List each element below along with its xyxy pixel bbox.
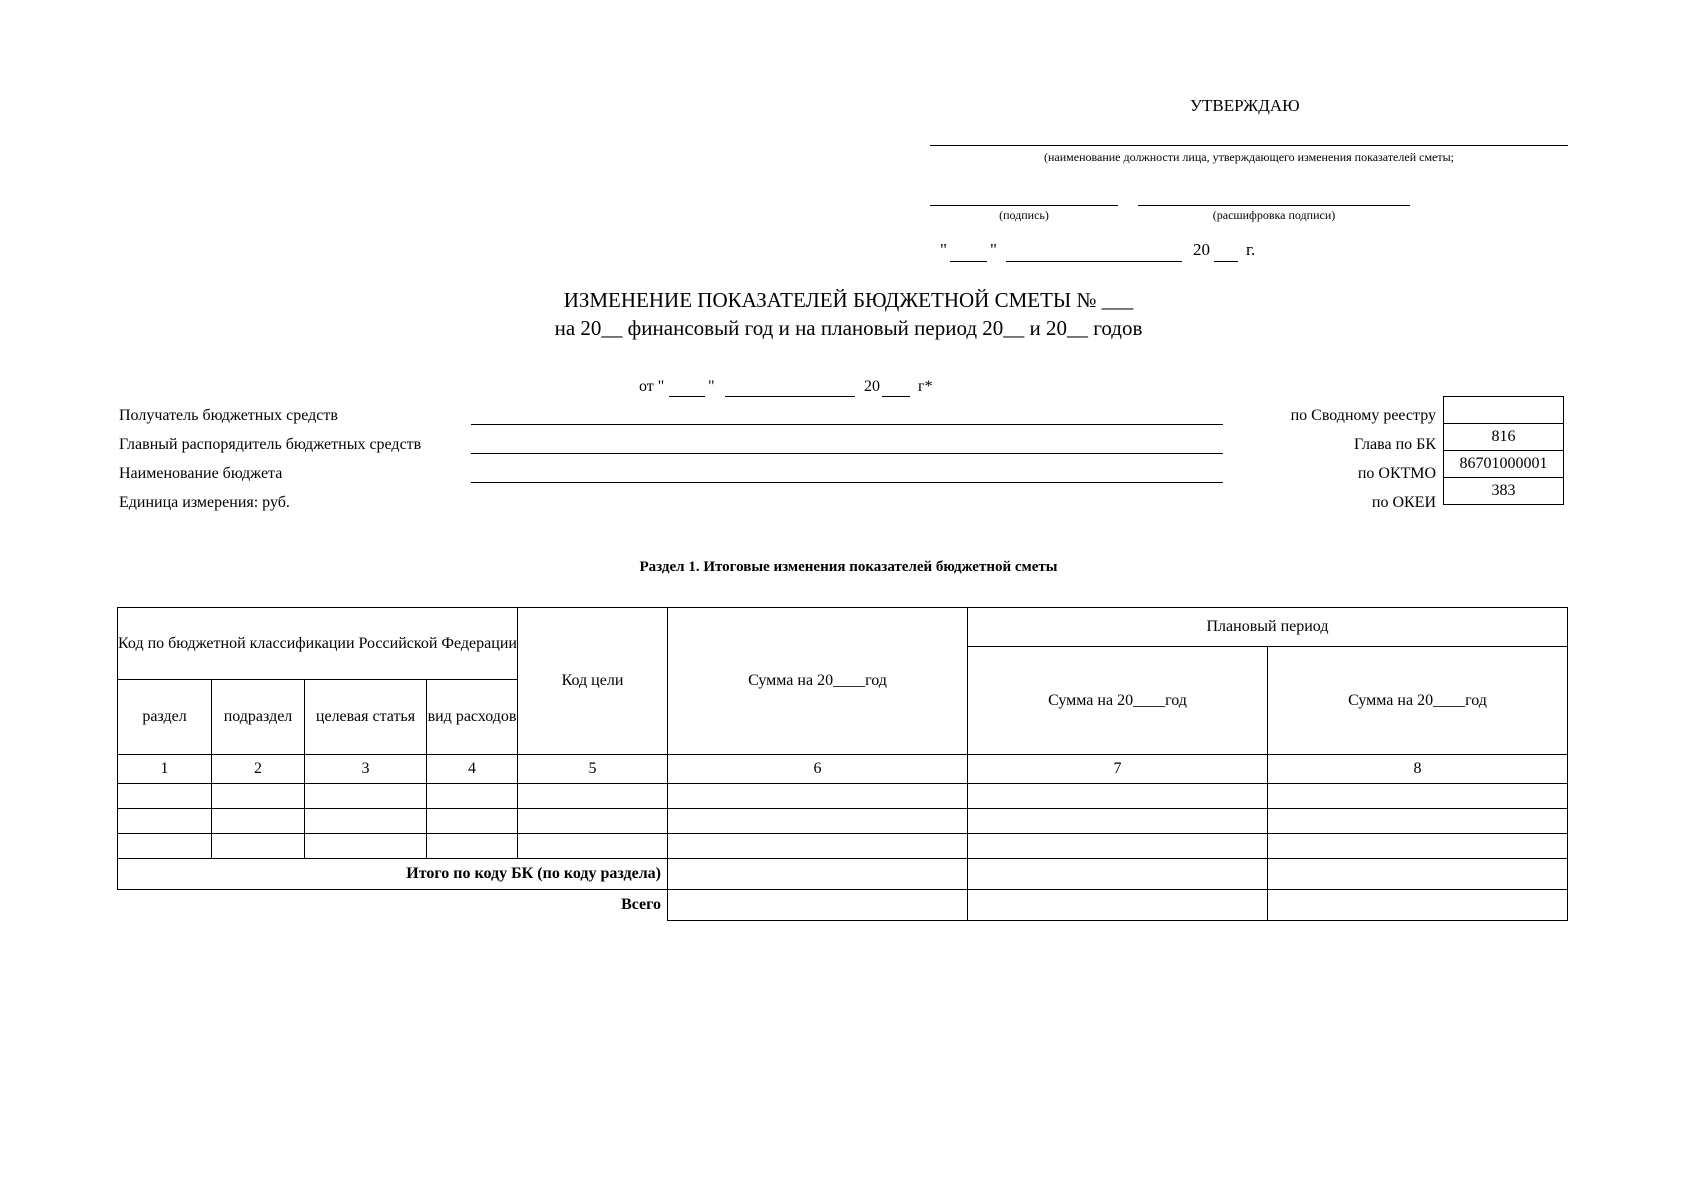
total-all-sum-current[interactable]	[668, 890, 968, 921]
total-all-sum-plan2[interactable]	[1268, 890, 1568, 921]
table-cell[interactable]	[1268, 834, 1568, 859]
col-number: 7	[968, 755, 1268, 784]
header-sum-plan2: Сумма на 20____год	[1268, 647, 1568, 755]
code-value-okei: 383	[1444, 478, 1564, 505]
code-label-registry: по Сводному реестру	[1290, 407, 1436, 424]
total-bk-sum-plan2[interactable]	[1268, 859, 1568, 890]
col-number: 6	[668, 755, 968, 784]
budget-name-line	[471, 482, 1223, 483]
header-plan-period: Плановый период	[968, 608, 1568, 647]
total-bk-sum-plan1[interactable]	[968, 859, 1268, 890]
col-number: 5	[518, 755, 668, 784]
approval-title: УТВЕРЖДАЮ	[1190, 96, 1300, 115]
total-bk-label: Итого по коду БК (по коду раздела)	[118, 859, 668, 890]
doc-date-prefix: от "	[639, 378, 665, 395]
table-cell[interactable]	[427, 784, 518, 809]
code-value-oktmo: 86701000001	[1444, 451, 1564, 478]
position-caption: (наименование должности лица, утверждающего изменения показателей сметы;	[1043, 150, 1455, 164]
budget-name-label: Наименование бюджета	[119, 465, 283, 482]
doc-year-line	[882, 396, 910, 397]
table-cell[interactable]	[212, 784, 305, 809]
approval-year-suffix: г.	[1246, 240, 1256, 259]
header-sum-current: Сумма на 20____год	[668, 608, 968, 755]
codes-table	[1443, 396, 1564, 505]
table-cell[interactable]	[118, 784, 212, 809]
code-label-okei: по ОКЕИ	[1371, 494, 1436, 511]
table-row	[118, 784, 1568, 809]
recipient-line	[471, 424, 1223, 425]
header-podrazdel: подраздел	[212, 680, 305, 755]
table-cell[interactable]	[968, 784, 1268, 809]
table-cell[interactable]	[212, 834, 305, 859]
table-cell[interactable]	[968, 834, 1268, 859]
table-cell[interactable]	[968, 809, 1268, 834]
main-manager-label: Главный распорядитель бюджетных средств	[119, 436, 422, 453]
approval-day-line	[950, 261, 987, 262]
table-cell[interactable]	[305, 784, 427, 809]
table-cell[interactable]	[518, 809, 668, 834]
table-cell[interactable]	[427, 809, 518, 834]
table-cell[interactable]	[668, 834, 968, 859]
header-razdel: раздел	[118, 680, 212, 755]
col-number: 4	[427, 755, 518, 784]
section-1-table	[117, 607, 1568, 921]
table-cell[interactable]	[668, 809, 968, 834]
main-manager-line	[471, 453, 1223, 454]
approval-date-quote-close: "	[990, 240, 997, 259]
approval-date-quote-open: "	[940, 240, 947, 259]
header-bk-group: Код по бюджетной классификации Российской Федерации	[118, 608, 518, 680]
doc-month-line	[725, 396, 855, 397]
table-cell[interactable]	[518, 784, 668, 809]
table-cell[interactable]	[305, 809, 427, 834]
table-cell[interactable]	[1268, 809, 1568, 834]
table-row	[118, 809, 1568, 834]
doc-year-prefix: 20	[864, 378, 880, 395]
header-celevaya: целевая статья	[305, 680, 427, 755]
table-cell[interactable]	[212, 809, 305, 834]
col-number: 8	[1268, 755, 1568, 784]
total-bk-row	[118, 859, 1568, 890]
code-value-bk: 816	[1444, 424, 1564, 451]
document-title: ИЗМЕНЕНИЕ ПОКАЗАТЕЛЕЙ БЮДЖЕТНОЙ СМЕТЫ № ___	[563, 288, 1134, 312]
table-cell[interactable]	[1268, 784, 1568, 809]
code-label-bk: Глава по БК	[1354, 436, 1436, 453]
col-number: 2	[212, 755, 305, 784]
table-row	[118, 834, 1568, 859]
header-vid: вид расходов	[427, 680, 518, 755]
signature-caption: (подпись)	[999, 208, 1049, 222]
unit-label: Единица измерения: руб.	[119, 494, 290, 511]
approval-year-prefix: 20	[1193, 240, 1210, 259]
total-bk-sum-current[interactable]	[668, 859, 968, 890]
signature-decode-caption: (расшифровка подписи)	[1212, 208, 1336, 222]
doc-day-line	[669, 396, 705, 397]
signature-line	[930, 205, 1118, 206]
total-all-label: Всего	[621, 896, 661, 914]
recipient-label: Получатель бюджетных средств	[119, 407, 338, 424]
header-kod-celi: Код цели	[518, 608, 668, 755]
total-all-sum-plan1[interactable]	[968, 890, 1268, 921]
table-cell[interactable]	[518, 834, 668, 859]
position-line	[930, 145, 1568, 146]
approval-month-line	[1006, 261, 1182, 262]
document-subtitle: на 20__ финансовый год и на плановый период 20__ и 20__ годов	[554, 316, 1143, 340]
table-cell[interactable]	[118, 809, 212, 834]
col-number: 3	[305, 755, 427, 784]
col-number: 1	[118, 755, 212, 784]
code-value-registry	[1444, 397, 1564, 424]
doc-year-suffix: г*	[918, 378, 933, 395]
total-all-row	[118, 890, 1568, 921]
table-cell[interactable]	[118, 834, 212, 859]
table-cell[interactable]	[668, 784, 968, 809]
section-1-title: Раздел 1. Итоговые изменения показателей бюджетной сметы	[639, 559, 1058, 575]
header-sum-plan1: Сумма на 20____год	[968, 647, 1268, 755]
signature-decode-line	[1138, 205, 1410, 206]
code-label-oktmo: по ОКТМО	[1357, 465, 1436, 482]
table-cell[interactable]	[427, 834, 518, 859]
table-cell[interactable]	[305, 834, 427, 859]
doc-date-quote-close: "	[708, 378, 715, 395]
approval-year-line	[1214, 261, 1238, 262]
